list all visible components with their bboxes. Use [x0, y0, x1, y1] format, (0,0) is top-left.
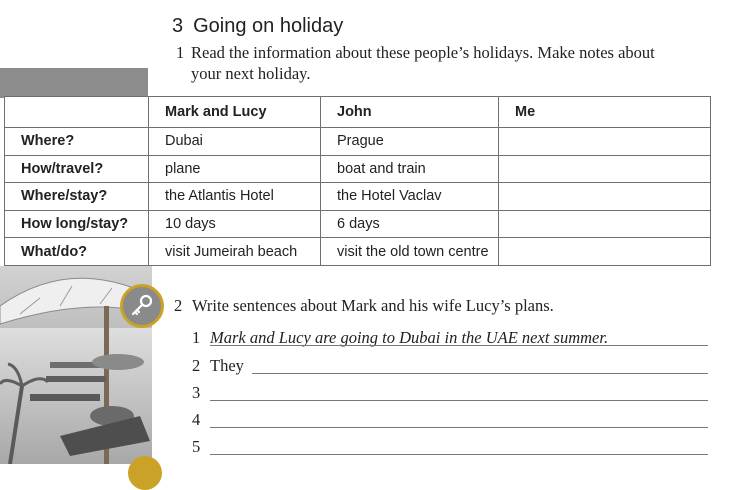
answer-number: 2 [192, 356, 201, 375]
table-cell-me[interactable] [499, 155, 711, 183]
table-header-row [5, 97, 711, 128]
row-label-where-stay: Where/stay? [5, 183, 149, 211]
table-header-corner [5, 97, 149, 128]
answer-underline [252, 373, 708, 374]
table-row [5, 238, 711, 266]
answer-line-4[interactable] [192, 410, 210, 430]
table-row [5, 128, 711, 156]
section-number: 3 [172, 15, 184, 37]
table-cell: 10 days [149, 210, 321, 238]
table-cell-me[interactable] [499, 210, 711, 238]
table-row [5, 183, 711, 211]
table-cell: 6 days [321, 210, 499, 238]
table-header-me: Me [499, 97, 711, 128]
row-label-where: Where? [5, 128, 149, 156]
key-badge[interactable] [120, 284, 164, 328]
table-cell: visit the old town centre [321, 238, 499, 266]
table-cell: the Atlantis Hotel [149, 183, 321, 211]
table-cell: boat and train [321, 155, 499, 183]
table-cell-me[interactable] [499, 183, 711, 211]
table-cell: visit Jumeirah beach [149, 238, 321, 266]
model-answer: Mark and Lucy are going to Dubai in the UAE next summer. [210, 328, 609, 347]
table-header-mark-and-lucy: Mark and Lucy [149, 97, 321, 128]
answer-line-2[interactable] [192, 356, 244, 376]
table-cell: the Hotel Vaclav [321, 183, 499, 211]
table-cell: plane [149, 155, 321, 183]
exercise-1-line-2: your next holiday. [191, 64, 311, 83]
row-label-what-do: What/do? [5, 238, 149, 266]
answer-line-1 [192, 328, 608, 348]
answer-number: 4 [192, 410, 201, 429]
exercise-2-number: 2 [174, 296, 183, 315]
table-row [5, 155, 711, 183]
row-label-how-long-stay: How long/stay? [5, 210, 149, 238]
section-title-text: Going on holiday [193, 15, 344, 37]
decorative-grey-band [0, 68, 148, 98]
table-cell-me[interactable] [499, 128, 711, 156]
answer-number: 5 [192, 437, 201, 456]
answer-underline [210, 454, 708, 455]
exercise-2-text: Write sentences about Mark and his wife Lucy’s plans. [192, 296, 554, 315]
exercise-2-instruction [174, 296, 554, 316]
key-icon [129, 293, 155, 319]
exercise-1-line-1: Read the information about these people’s holidays. Make notes about [191, 43, 655, 62]
answer-underline [210, 400, 708, 401]
answer-line-5[interactable] [192, 437, 210, 457]
answer-line-3[interactable] [192, 383, 210, 403]
holiday-info-table [4, 96, 711, 266]
row-label-how-travel: How/travel? [5, 155, 149, 183]
table-cell: Prague [321, 128, 499, 156]
exercise-1-instruction [176, 42, 706, 84]
answer-starter: They [210, 356, 244, 375]
exercise-1-number: 1 [176, 43, 185, 62]
answer-underline [210, 427, 708, 428]
answer-number: 1 [192, 328, 201, 347]
table-header-john: John [321, 97, 499, 128]
section-title [172, 15, 343, 38]
table-cell-me[interactable] [499, 238, 711, 266]
table-row [5, 210, 711, 238]
answer-underline [210, 345, 708, 346]
bottom-badge [128, 456, 162, 490]
table-cell: Dubai [149, 128, 321, 156]
answer-number: 3 [192, 383, 201, 402]
